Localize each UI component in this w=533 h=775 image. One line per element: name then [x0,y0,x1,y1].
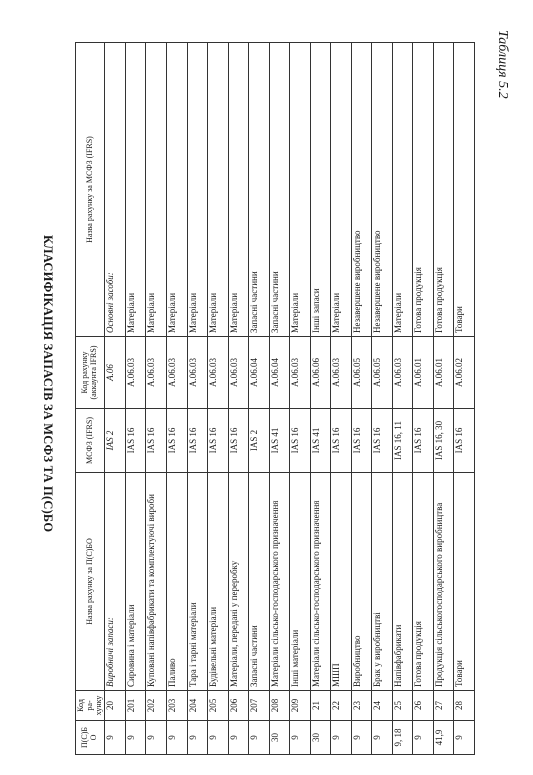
cell-psbo: 9 [187,721,208,755]
table-row [187,43,208,755]
cell-psbo: 9 [454,721,475,755]
cell-account-code: 23 [351,691,372,721]
table-rotator [75,42,475,755]
cell-ifrs-code: A.06.01 [413,337,434,409]
header-ifrs-code: Код рахунку (аккаунта IFRS) [76,337,105,409]
cell-psbo: 9 [125,721,146,755]
table-row [146,43,167,755]
cell-account-name-ifrs: Запасні частини [269,43,290,337]
cell-msfz: IAS 16, 30 [433,409,454,473]
cell-account-name-psbo: Тара і тарні матеріали [187,473,208,691]
cell-msfz: IAS 16 [166,409,187,473]
table-row [413,43,434,755]
cell-account-name-ifrs: Незавершене виробництво [351,43,372,337]
header-psbo: П(С)Б О [76,721,105,755]
cell-account-name-ifrs: Матеріали [290,43,311,337]
cell-account-name-psbo: Куповані напівфабрикати та комплектуючі вироби [146,473,167,691]
cell-msfz: IAS 2 [105,409,126,473]
cell-account-name-psbo: Паливо [166,473,187,691]
cell-account-name-psbo: Матеріали сільсько-господарського призначення [269,473,290,691]
cell-account-code: 25 [392,691,413,721]
cell-account-name-psbo: Інші матеріали [290,473,311,691]
classification-table [75,42,475,755]
cell-account-code: 207 [249,691,270,721]
table-row [454,43,475,755]
cell-psbo: 41,9 [433,721,454,755]
cell-msfz: IAS 16 [125,409,146,473]
cell-account-code: 205 [208,691,229,721]
cell-account-name-psbo: Запасні частини [249,473,270,691]
table-row [228,43,249,755]
cell-msfz: IAS 41 [269,409,290,473]
cell-msfz: IAS 16 [228,409,249,473]
cell-account-name-psbo: Матеріали, передані у переробку [228,473,249,691]
cell-account-name-ifrs: Незавершене виробництво [372,43,393,337]
cell-msfz: IAS 16, 11 [392,409,413,473]
cell-ifrs-code: A.06.06 [310,337,331,409]
cell-ifrs-code: A.06.03 [290,337,311,409]
table-header-row [76,43,105,755]
cell-ifrs-code: A.06.03 [166,337,187,409]
cell-account-name-psbo: Виробничі запаси: [105,473,126,691]
table-row [372,43,393,755]
cell-msfz: IAS 16 [454,409,475,473]
cell-account-name-ifrs: Матеріали [208,43,229,337]
table-row [269,43,290,755]
cell-msfz: IAS 16 [372,409,393,473]
cell-account-code: 203 [166,691,187,721]
cell-ifrs-code: A.06.03 [331,337,352,409]
header-account-code: Код ра- хунку [76,691,105,721]
cell-account-code: 24 [372,691,393,721]
cell-psbo: 9 [413,721,434,755]
cell-psbo: 9 [331,721,352,755]
cell-ifrs-code: A.06 [105,337,126,409]
cell-account-name-psbo: Будівельні матеріали [208,473,229,691]
table-row [331,43,352,755]
cell-account-name-ifrs: Матеріали [187,43,208,337]
cell-psbo: 9 [228,721,249,755]
cell-account-name-ifrs: Матеріали [125,43,146,337]
cell-ifrs-code: A.06.03 [208,337,229,409]
cell-ifrs-code: A.06.04 [269,337,290,409]
table-row [125,43,146,755]
cell-account-code: 21 [310,691,331,721]
table-row [310,43,331,755]
cell-msfz: IAS 16 [331,409,352,473]
cell-ifrs-code: A.06.03 [146,337,167,409]
cell-psbo: 9 [166,721,187,755]
cell-account-name-ifrs: Матеріали [331,43,352,337]
cell-account-name-psbo: МШП [331,473,352,691]
cell-account-name-psbo: Виробництво [351,473,372,691]
cell-account-name-ifrs: Інші запаси [310,43,331,337]
cell-account-code: 209 [290,691,311,721]
table-row [208,43,229,755]
cell-psbo: 9, 18 [392,721,413,755]
cell-account-code: 20 [105,691,126,721]
cell-account-name-ifrs: Матеріали [392,43,413,337]
cell-account-name-ifrs: Матеріали [228,43,249,337]
cell-account-code: 202 [146,691,167,721]
cell-ifrs-code: A.06.03 [392,337,413,409]
cell-account-name-ifrs: Запасні частини [249,43,270,337]
cell-msfz: IAS 16 [290,409,311,473]
cell-account-name-psbo: Сировина і матеріали [125,473,146,691]
cell-ifrs-code: A.06.05 [372,337,393,409]
cell-psbo: 9 [351,721,372,755]
cell-psbo: 9 [146,721,167,755]
table-row [433,43,454,755]
header-msfz: МСФЗ (IFRS) [76,409,105,473]
table-title: КЛАСИФІКАЦІЯ ЗАПАСІВ ЗА МСФЗ ТА П(С)БО [41,235,55,533]
cell-account-code: 208 [269,691,290,721]
cell-account-code: 27 [433,691,454,721]
table-row [392,43,413,755]
cell-account-name-psbo: Брак у виробництві [372,473,393,691]
cell-psbo: 30 [269,721,290,755]
cell-ifrs-code: A.06.04 [249,337,270,409]
header-account-name-ifrs: Назва рахунку за МСФЗ (IFRS) [76,43,105,337]
cell-msfz: IAS 16 [413,409,434,473]
cell-account-name-ifrs: Готова продукція [433,43,454,337]
table-row [105,43,126,755]
cell-account-name-psbo: Матеріали сільсько-господарського призначення [310,473,331,691]
cell-account-name-ifrs: Основні засоби: [105,43,126,337]
cell-psbo: 9 [372,721,393,755]
cell-account-name-psbo: Готова продукція [413,473,434,691]
cell-account-code: 22 [331,691,352,721]
cell-msfz: IAS 16 [146,409,167,473]
header-account-name-psbo: Назва рахунку за П(С)БО [76,473,105,691]
cell-account-name-psbo: Товари [454,473,475,691]
cell-psbo: 9 [105,721,126,755]
cell-psbo: 30 [310,721,331,755]
cell-ifrs-code: A.06.03 [228,337,249,409]
cell-account-name-ifrs: Товари [454,43,475,337]
cell-ifrs-code: A.06.05 [351,337,372,409]
cell-ifrs-code: A.06.03 [187,337,208,409]
cell-psbo: 9 [249,721,270,755]
cell-msfz: IAS 16 [187,409,208,473]
table-row [290,43,311,755]
cell-msfz: IAS 2 [249,409,270,473]
cell-account-name-ifrs: Матеріали [146,43,167,337]
cell-account-code: 26 [413,691,434,721]
cell-account-name-ifrs: Готова продукція [413,43,434,337]
cell-ifrs-code: A.06.01 [433,337,454,409]
cell-account-name-psbo: Напівфабрикати [392,473,413,691]
table-row [351,43,372,755]
cell-psbo: 9 [290,721,311,755]
cell-account-code: 204 [187,691,208,721]
table-row [249,43,270,755]
cell-account-code: 201 [125,691,146,721]
cell-msfz: IAS 16 [351,409,372,473]
cell-account-code: 206 [228,691,249,721]
cell-account-name-ifrs: Матеріали [166,43,187,337]
cell-ifrs-code: A.06.03 [125,337,146,409]
cell-account-name-psbo: Продукція сільськогосподарського виробництва [433,473,454,691]
cell-ifrs-code: A.06.02 [454,337,475,409]
table-caption: Таблиця 5.2 [495,30,510,99]
table-row [166,43,187,755]
cell-account-code: 28 [454,691,475,721]
cell-msfz: IAS 16 [208,409,229,473]
cell-msfz: IAS 41 [310,409,331,473]
cell-psbo: 9 [208,721,229,755]
